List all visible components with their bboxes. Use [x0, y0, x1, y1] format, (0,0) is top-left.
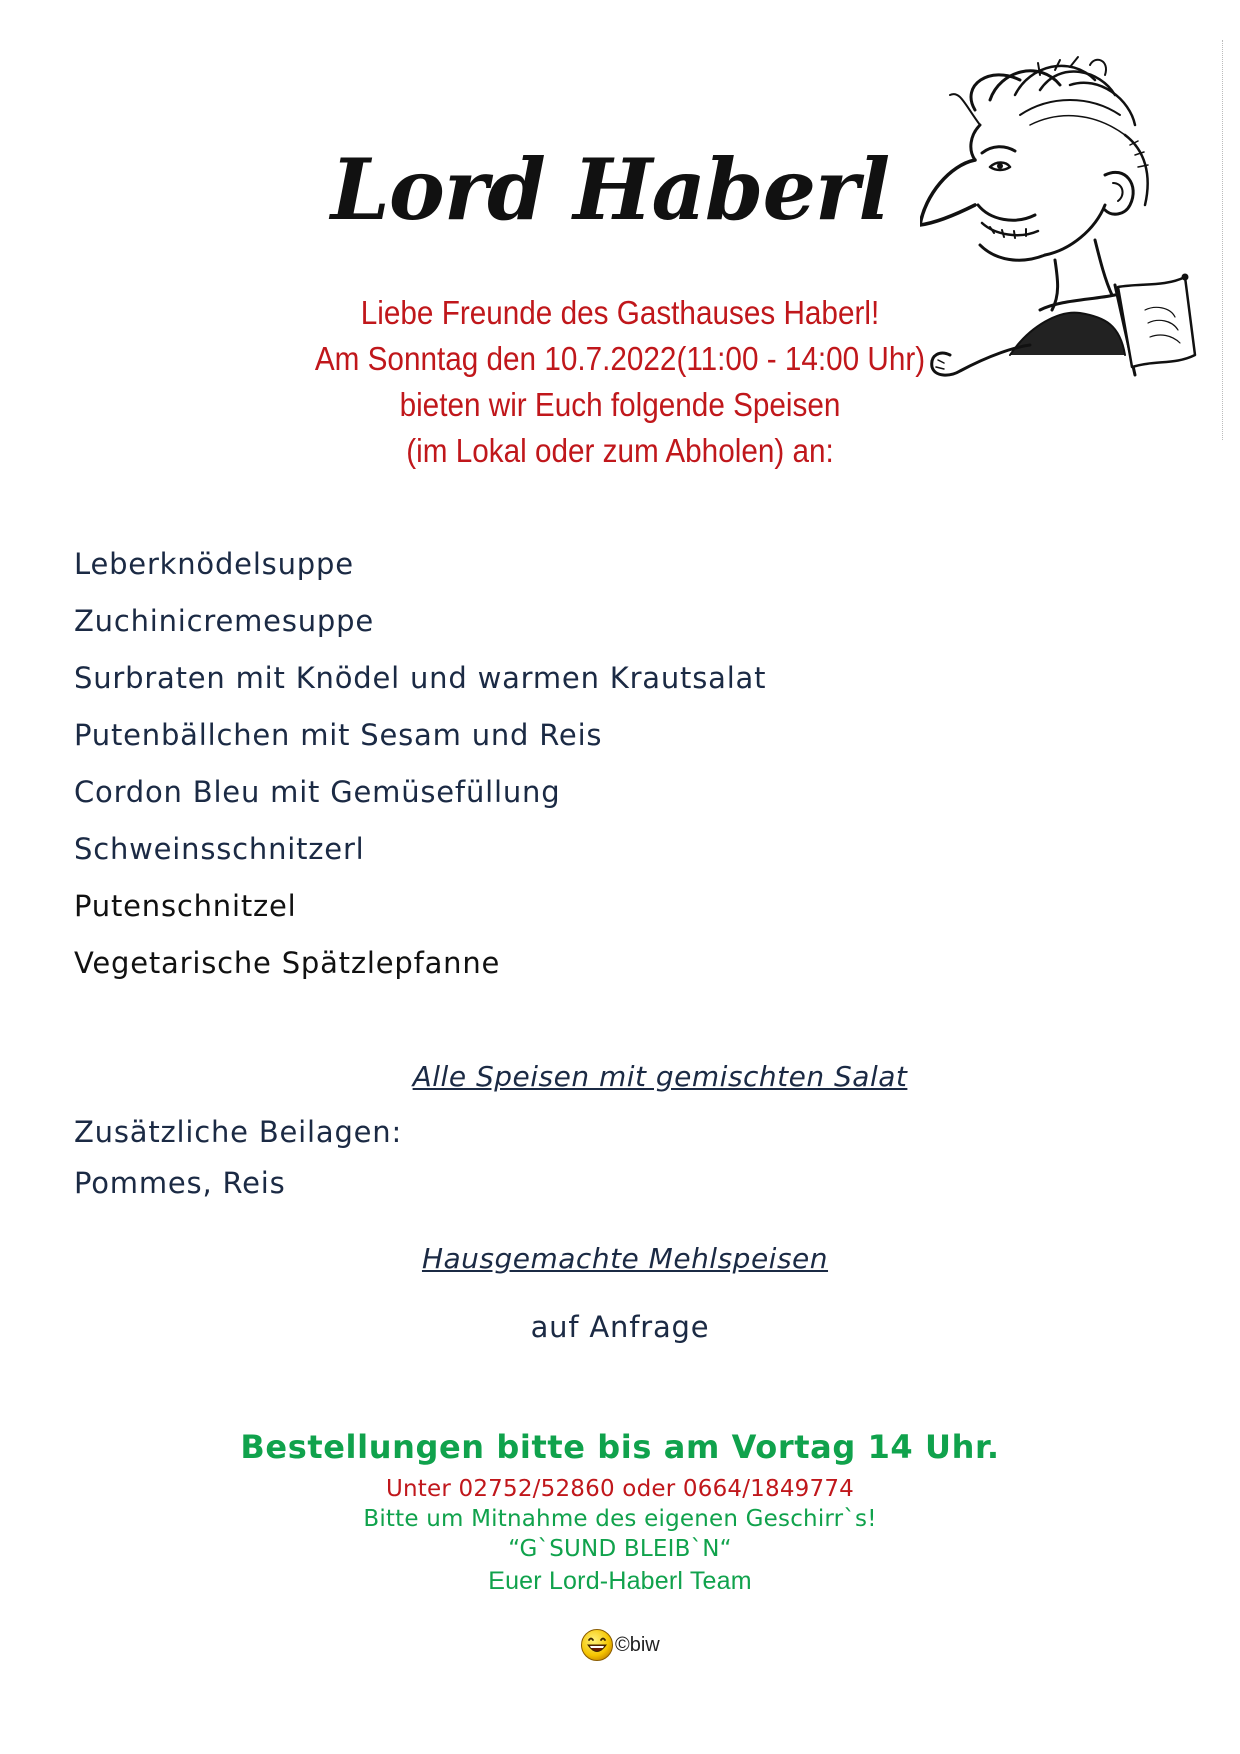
page-edge-divider: [1222, 40, 1224, 440]
signature: [580, 1625, 660, 1665]
menu-list: [74, 542, 766, 998]
menu-item: Surbraten mit Knödel und warmen Krautsalat: [74, 661, 767, 695]
order-deadline: Bestellungen bitte bis am Vortag 14 Uhr.: [240, 1428, 1000, 1466]
intro-text: [62, 290, 1178, 474]
intro-service-options: (im Lokal oder zum Abholen) an:: [406, 432, 834, 469]
intro-date-time: Am Sonntag den 10.7.2022(11:00 - 14:00 Uhr): [314, 340, 926, 377]
team-signoff: Euer Lord-Haberl Team: [488, 1567, 752, 1595]
menu-item: Leberknödelsuppe: [74, 547, 354, 581]
desserts-availability: auf Anfrage: [530, 1310, 710, 1344]
sides-items: Pommes, Reis: [74, 1166, 286, 1200]
menu-item: Cordon Bleu mit Gemüsefüllung: [74, 775, 561, 809]
sides-label: Zusätzliche Beilagen:: [74, 1115, 403, 1149]
intro-greeting: Liebe Freunde des Gasthauses Haberl!: [360, 294, 880, 331]
menu-item: Putenbällchen mit Sesam und Reis: [74, 718, 603, 752]
menu-item: Zuchinicremesuppe: [74, 604, 374, 638]
menu-item: Putenschnitzel: [74, 889, 297, 923]
greeting: “G`SUND BLEIB`N“: [508, 1536, 732, 1562]
menu-item: Vegetarische Spätzlepfanne: [74, 946, 501, 980]
logo-title: Lord Haberl: [330, 140, 890, 239]
signature-text: ©biw: [615, 1633, 660, 1656]
phone-numbers: Unter 02752/52860 oder 0664/1849774: [385, 1476, 855, 1502]
dishes-request: Bitte um Mitnahme des eigenen Geschirr`s!: [363, 1506, 877, 1532]
salad-note: Alle Speisen mit gemischten Salat: [412, 1060, 908, 1093]
menu-item: Schweinsschnitzerl: [74, 832, 365, 866]
desserts-title: Hausgemachte Mehlspeisen: [421, 1242, 829, 1275]
intro-offer: bieten wir Euch folgende Speisen: [399, 386, 841, 423]
laughing-smiley-icon: [580, 1628, 614, 1662]
